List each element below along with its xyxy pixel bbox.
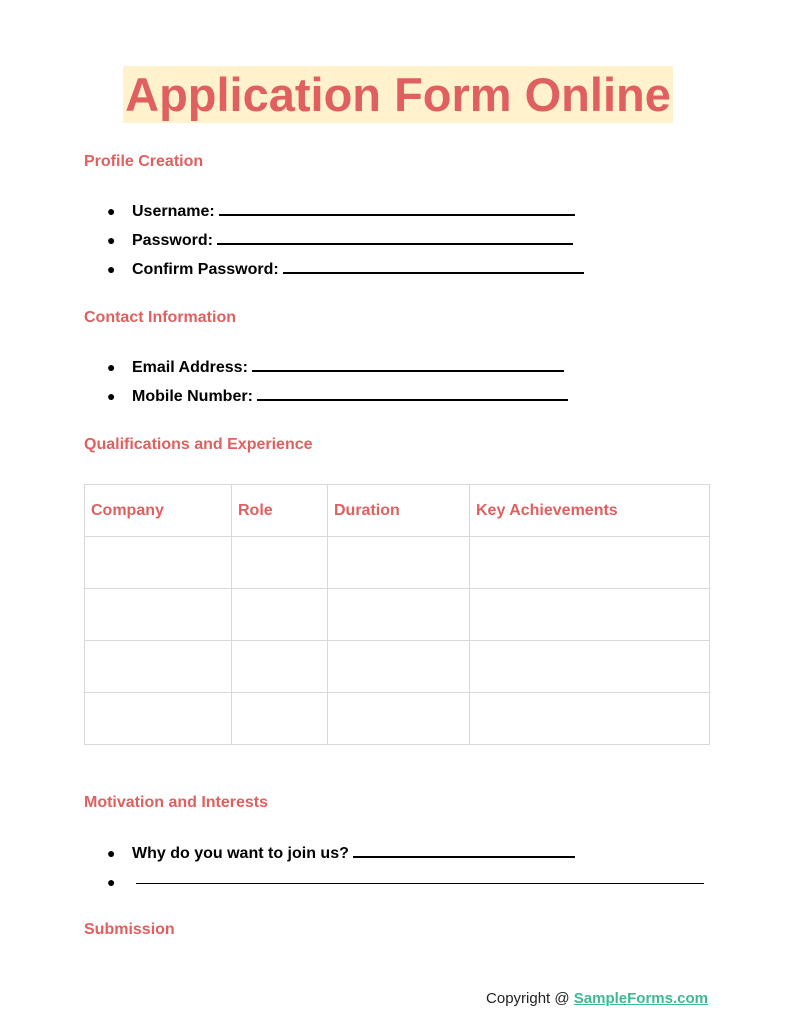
bullet-icon: ● (107, 232, 116, 248)
mobile-input[interactable] (257, 386, 568, 401)
list-item-mobile (107, 386, 568, 406)
table-row (85, 537, 710, 589)
bullet-icon: ● (107, 874, 116, 890)
table-cell[interactable] (232, 693, 328, 745)
list-item-password (107, 230, 573, 250)
table-row (85, 641, 710, 693)
list-item-blank (107, 872, 132, 892)
field-label-confirm-password: Confirm Password: (132, 261, 279, 278)
bullet-icon: ● (107, 359, 116, 375)
confirm-password-input[interactable] (283, 259, 584, 274)
bullet-icon: ● (107, 261, 116, 277)
table-cell[interactable] (232, 641, 328, 693)
table-cell[interactable] (328, 693, 470, 745)
why-join-input[interactable] (353, 843, 575, 858)
footer-copyright (486, 990, 708, 1008)
experience-table (84, 484, 710, 745)
field-label-username: Username: (132, 203, 215, 220)
table-row (85, 589, 710, 641)
table-cell[interactable] (470, 589, 710, 641)
blank-answer-line[interactable] (136, 883, 704, 884)
table-cell[interactable] (328, 537, 470, 589)
table-cell[interactable] (328, 589, 470, 641)
table-header-row (85, 485, 710, 537)
field-label-why-join: Why do you want to join us? (132, 845, 349, 862)
column-header-key-achievements: Key Achievements (470, 485, 710, 537)
table-cell[interactable] (232, 589, 328, 641)
list-item-email (107, 357, 564, 377)
email-input[interactable] (252, 357, 564, 372)
list-item-why-join (107, 843, 575, 863)
table-cell[interactable] (328, 641, 470, 693)
table-cell[interactable] (470, 537, 710, 589)
column-header-duration: Duration (328, 485, 470, 537)
section-heading-motivation: Motivation and Interests (84, 794, 269, 811)
copyright-text: Copyright @ (486, 990, 570, 1007)
section-heading-submission: Submission (84, 921, 175, 938)
column-header-role: Role (232, 485, 328, 537)
column-header-company: Company (85, 485, 232, 537)
section-heading-contact: Contact Information (84, 309, 236, 326)
table-cell[interactable] (85, 693, 232, 745)
bullet-icon: ● (107, 203, 116, 219)
table-cell[interactable] (470, 693, 710, 745)
title-container (0, 66, 796, 123)
table-cell[interactable] (85, 537, 232, 589)
table-cell[interactable] (85, 641, 232, 693)
table-cell[interactable] (470, 641, 710, 693)
bullet-icon: ● (107, 388, 116, 404)
table-row (85, 693, 710, 745)
brand-link[interactable]: SampleForms.com (573, 990, 708, 1007)
field-label-mobile: Mobile Number: (132, 388, 253, 405)
username-input[interactable] (219, 201, 575, 216)
table-cell[interactable] (232, 537, 328, 589)
list-item-confirm-password (107, 259, 584, 279)
table-cell[interactable] (85, 589, 232, 641)
page-title: Application Form Online (125, 68, 671, 121)
field-label-email: Email Address: (132, 359, 248, 376)
section-heading-qualifications: Qualifications and Experience (84, 436, 313, 453)
field-label-password: Password: (132, 232, 213, 249)
password-input[interactable] (217, 230, 573, 245)
bullet-icon: ● (107, 845, 116, 861)
list-item-username (107, 201, 575, 221)
section-heading-profile: Profile Creation (84, 153, 204, 170)
